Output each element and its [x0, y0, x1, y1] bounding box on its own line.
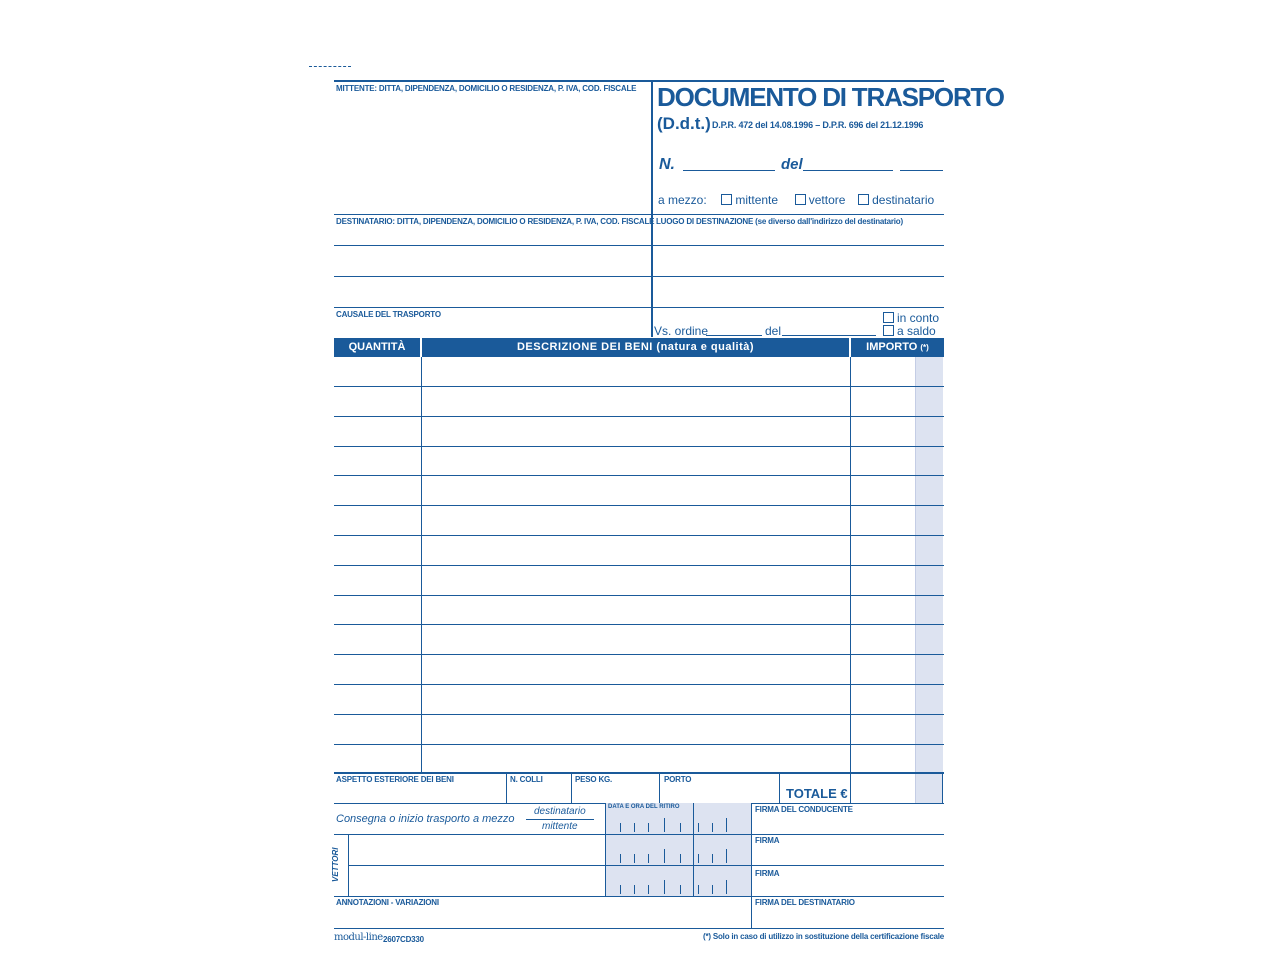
- ritiro-tick-mark: [634, 854, 635, 863]
- annotazioni-bottom-line: [334, 928, 944, 929]
- ritiro-tick-mark: [620, 823, 621, 832]
- consegna-label: Consegna o inizio trasporto a mezzo: [336, 813, 515, 825]
- in-conto-option: in conto: [883, 311, 939, 325]
- destinatario-checkbox[interactable]: [858, 194, 869, 205]
- table-row-line[interactable]: [334, 744, 944, 745]
- a-saldo-option: a saldo: [883, 324, 936, 338]
- destinatario-option: destinatario: [872, 193, 935, 207]
- ritiro-tick-mark: [648, 854, 649, 863]
- peso-label: PESO KG.: [575, 775, 613, 784]
- consegna-destinatario: destinatario: [534, 806, 586, 817]
- address-line-1[interactable]: [334, 245, 944, 246]
- aspetto-label: ASPETTO ESTERIORE DEI BENI: [336, 775, 454, 784]
- number-label: N.: [659, 156, 675, 173]
- ritiro-tick-mark: [620, 854, 621, 863]
- vettori-label: VETTORI: [331, 847, 340, 882]
- ritiro-left-line: [605, 803, 606, 896]
- vettori-divider: [348, 834, 349, 896]
- ritiro-tick-mark: [698, 823, 699, 832]
- vs-ordine-label: Vs. ordine: [654, 324, 709, 338]
- ritiro-tick-mark: [698, 854, 699, 863]
- ritiro-mid-line: [693, 803, 694, 896]
- annotazioni-top-line: [334, 896, 944, 897]
- porto-divider: [779, 772, 780, 803]
- firma-label-1: FIRMA: [755, 836, 780, 845]
- vettore-checkbox[interactable]: [795, 194, 806, 205]
- table-row-line[interactable]: [334, 475, 944, 476]
- annotazioni-label: ANNOTAZIONI - VARIAZIONI: [336, 898, 439, 907]
- table-row-line[interactable]: [334, 535, 944, 536]
- table-row-line[interactable]: [334, 773, 944, 774]
- colli-label: N. COLLI: [510, 775, 543, 784]
- destinatario-top-line: [334, 214, 944, 215]
- consegna-fraction-line: [526, 819, 594, 820]
- address-line-2[interactable]: [334, 276, 944, 277]
- ritiro-tick-mark: [648, 823, 649, 832]
- mittente-option: mittente: [735, 193, 779, 207]
- address-line-3[interactable]: [334, 307, 944, 308]
- ritiro-tick-mark: [726, 818, 727, 832]
- table-row-line[interactable]: [334, 684, 944, 685]
- ritiro-label: DATA E ORA DEL RITIRO: [608, 804, 680, 810]
- table-row-line[interactable]: [334, 505, 944, 506]
- decimal-column-shade: [916, 357, 943, 804]
- table-row-line[interactable]: [334, 714, 944, 715]
- perforation-mark: [309, 66, 351, 67]
- a-saldo-checkbox[interactable]: [883, 325, 894, 336]
- mittente-label: MITTENTE: DITTA, DIPENDENZA, DOMICILIO O RESIDENZA, P. IVA, COD. FISCALE: [336, 84, 637, 93]
- mezzo-label: a mezzo:: [658, 193, 707, 207]
- ritiro-tick-mark: [664, 849, 665, 863]
- date-label: del: [781, 156, 803, 173]
- form-code: 2607CD330: [383, 935, 424, 944]
- header-divider: [651, 80, 653, 337]
- table-row-line[interactable]: [334, 416, 944, 417]
- year-blank[interactable]: [900, 170, 943, 171]
- importo-note-marker: (*): [920, 343, 929, 352]
- transport-mode-row: [658, 193, 934, 207]
- ritiro-tick-mark: [712, 823, 713, 832]
- destinatario-label: DESTINATARIO: DITTA, DIPENDENZA, DOMICILIO O RESIDENZA, P. IVA, COD. FISCALE: [336, 217, 655, 226]
- table-row-line[interactable]: [334, 446, 944, 447]
- firma-conducente-label: FIRMA DEL CONDUCENTE: [755, 805, 853, 814]
- vs-ordine-date-blank[interactable]: [782, 335, 876, 336]
- causale-label: CAUSALE DEL TRASPORTO: [336, 310, 441, 319]
- firma-label-2: FIRMA: [755, 869, 780, 878]
- fiscal-note: (*) Solo in caso di utilizzo in sostituzione della certificazione fiscale: [702, 932, 944, 941]
- ritiro-shade: [606, 803, 751, 896]
- ritiro-tick-mark: [634, 823, 635, 832]
- quantita-header: QUANTITÀ: [334, 338, 420, 357]
- table-row-line[interactable]: [334, 386, 944, 387]
- vs-ordine-del-label: del: [765, 324, 782, 338]
- colli-divider: [571, 772, 572, 803]
- table-row-line[interactable]: [334, 565, 944, 566]
- table-right-edge: [942, 773, 943, 804]
- document-abbr: (D.d.t.): [657, 114, 711, 133]
- vettori-line-2: [348, 865, 944, 866]
- aspetto-divider: [506, 772, 507, 803]
- totale-label: TOTALE €: [786, 786, 848, 801]
- number-blank[interactable]: [683, 170, 775, 171]
- law-reference: D.P.R. 472 del 14.08.1996 – D.P.R. 696 del 21.12.1996: [712, 120, 924, 130]
- luogo-label: LUOGO DI DESTINAZIONE (se diverso dall'indirizzo del destinatario): [656, 217, 903, 226]
- descrizione-header: DESCRIZIONE DEI BENI (natura e qualità): [422, 338, 849, 357]
- decimal-column-line: [915, 357, 916, 804]
- ritiro-tick-mark: [680, 854, 681, 863]
- ritiro-tick-mark: [726, 849, 727, 863]
- consegna-mittente: mittente: [542, 821, 578, 832]
- vettore-option: vettore: [808, 193, 846, 207]
- ritiro-tick-mark: [664, 880, 665, 894]
- ritiro-tick-mark: [712, 854, 713, 863]
- in-conto-checkbox[interactable]: [883, 312, 894, 323]
- ritiro-tick-mark: [698, 885, 699, 894]
- importo-label: IMPORTO: [866, 341, 918, 353]
- peso-divider: [659, 772, 660, 803]
- vettori-line-1: [334, 834, 944, 835]
- date-blank[interactable]: [803, 170, 893, 171]
- brand-logo: modul-line: [334, 932, 383, 943]
- mittente-checkbox[interactable]: [721, 194, 732, 205]
- porto-label: PORTO: [664, 775, 692, 784]
- ritiro-tick-mark: [620, 885, 621, 894]
- table-row-line[interactable]: [334, 624, 944, 625]
- importo-column-line: [850, 357, 851, 804]
- footer-top-line: [334, 772, 944, 773]
- firma-destinatario-label: FIRMA DEL DESTINATARIO: [755, 898, 855, 907]
- ritiro-tick-mark: [634, 885, 635, 894]
- ritiro-tick-mark: [648, 885, 649, 894]
- table-row-line[interactable]: [334, 654, 944, 655]
- table-row-line[interactable]: [334, 595, 944, 596]
- vs-ordine-blank[interactable]: [706, 335, 762, 336]
- ritiro-tick-mark: [726, 880, 727, 894]
- ritiro-tick-mark: [680, 885, 681, 894]
- ritiro-tick-mark: [680, 823, 681, 832]
- ritiro-tick-mark: [664, 818, 665, 832]
- ritiro-tick-mark: [712, 885, 713, 894]
- importo-header: [851, 338, 944, 357]
- document-title: DOCUMENTO DI TRASPORTO: [657, 82, 1004, 112]
